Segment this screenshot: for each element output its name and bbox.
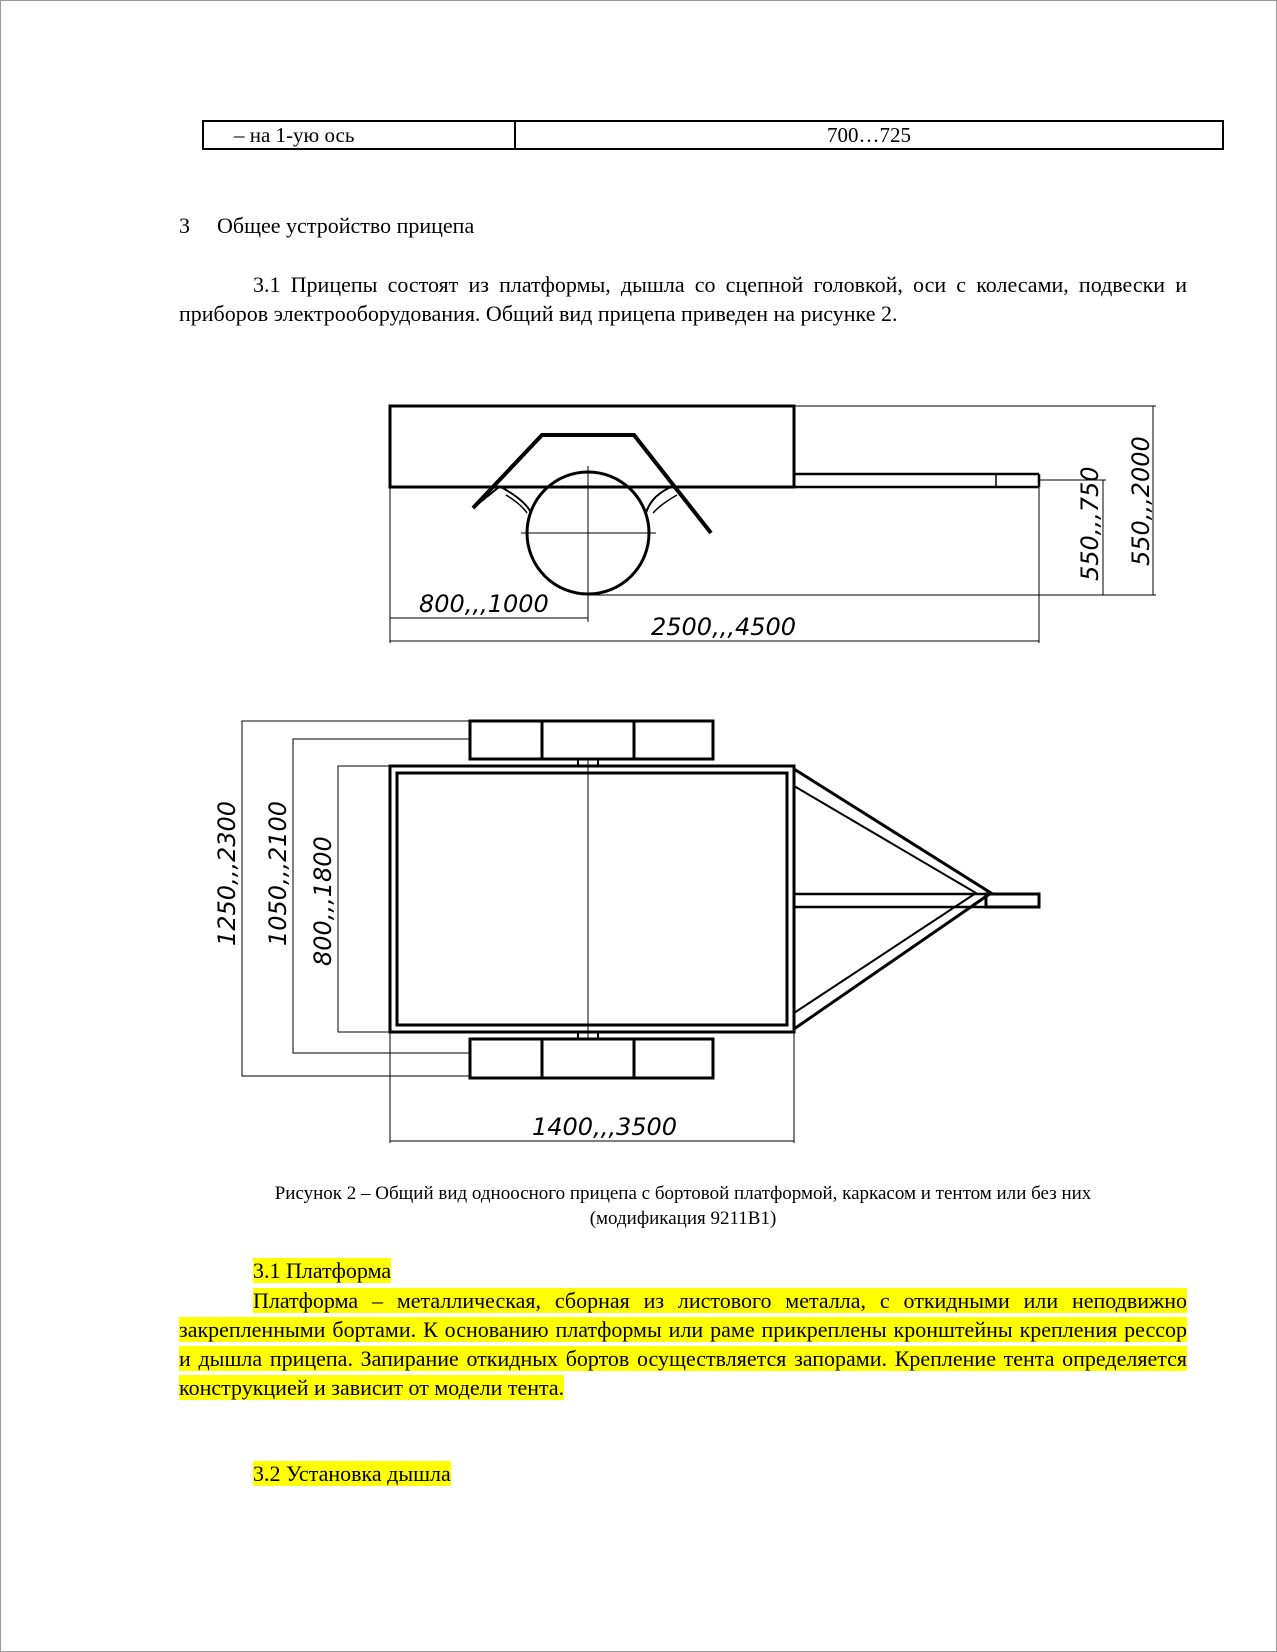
- table-cell-label: – на 1-ую ось: [204, 122, 516, 148]
- intro-paragraph: 3.1 Прицепы состоят из платформы, дышла со сцепной головкой, оси с колесами, подвески и приборов электрооборудования. Общий вид прицепа приведен на рисунке 2.: [179, 272, 1187, 326]
- dim-wheel-pos: 800,,,1000: [419, 590, 549, 618]
- dim-length: 2500,,,4500: [651, 613, 797, 641]
- drawbar-heading-text: 3.2 Установка дышла: [253, 1461, 451, 1486]
- platform-heading-text: 3.1 Платформа: [253, 1258, 392, 1283]
- platform-paragraph: [179, 1286, 1187, 1402]
- drawbar-heading: [253, 1460, 451, 1488]
- trailer-drawing: [1, 1, 1277, 1181]
- caption-line-2: (модификация 9211В1): [589, 1208, 777, 1229]
- figure-caption: [179, 1181, 1187, 1231]
- platform-heading: [253, 1257, 391, 1285]
- section-title: Общее устройство прицепа: [217, 213, 475, 238]
- dim-track-inner: 1050,,,2100: [264, 800, 292, 946]
- section-number: 3: [179, 213, 190, 238]
- caption-line-1: Рисунок 2 – Общий вид одноосного прицепа с бортовой платформой, каркасом и тентом или без них: [274, 1183, 1092, 1204]
- dim-track-outer: 1250,,,2300: [213, 800, 241, 946]
- dim-body-width: 800,,,1800: [309, 836, 337, 966]
- dim-hitch-height: 550,,,750: [1076, 466, 1104, 581]
- dim-body-length: 1400,,,3500: [532, 1113, 678, 1141]
- platform-text: Платформа – металлическая, сборная из листового металла, с откидными или неподвижно закрепленными бортами. К основанию платформы или раме прикреплены кронштейны крепления рессор и дышла прицепа. Запирание откидных бортов осуществляется запорами. Крепление тента определяется конструкцией и зависит от модели тента.: [179, 1288, 1187, 1400]
- dim-total-height: 550,,,2000: [1127, 436, 1155, 566]
- top-view: [242, 721, 1039, 1143]
- table-cell-value: 700…725: [827, 123, 911, 147]
